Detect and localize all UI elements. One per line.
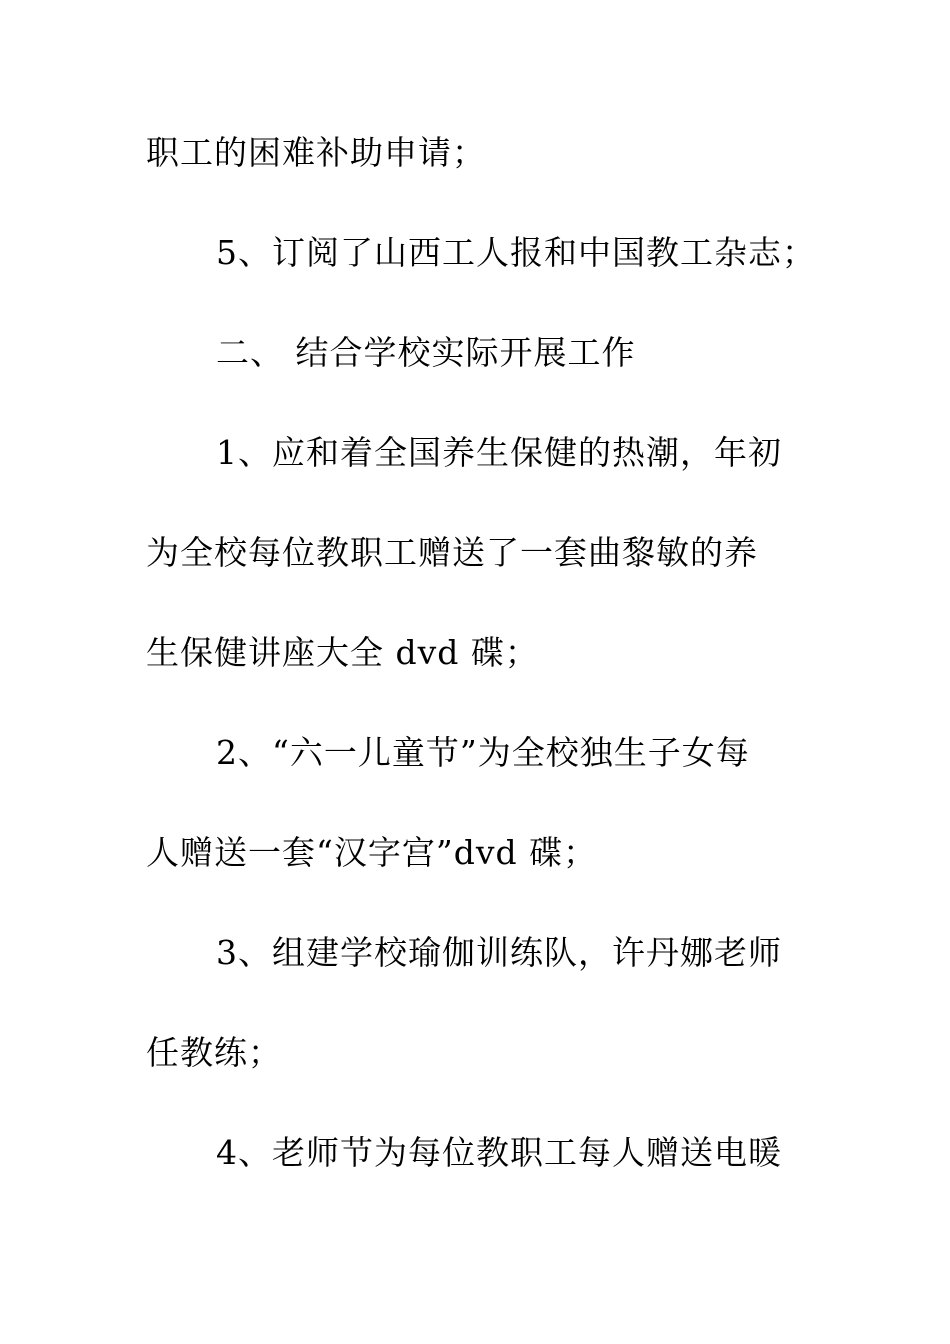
text-line-10: 任教练； bbox=[146, 1033, 282, 1072]
text-line-8: 人赠送一套“汉字宫”dvd 碟； bbox=[146, 833, 598, 872]
text-line-4: 1、应和着全国养生保健的热潮，年初 bbox=[216, 433, 782, 472]
text-line-5: 为全校每位教职工赠送了一套曲黎敏的养 bbox=[146, 533, 758, 572]
text-line-2: 5、订阅了山西工人报和中国教工杂志； bbox=[216, 233, 816, 272]
text-line-11: 4、老师节为每位教职工每人赠送电暖 bbox=[216, 1133, 782, 1172]
text-line-9: 3、组建学校瑜伽训练队，许丹娜老师 bbox=[216, 933, 782, 972]
text-line-7: 2、“六一儿童节”为全校独生子女每 bbox=[216, 733, 750, 772]
text-line-6: 生保健讲座大全 dvd 碟； bbox=[146, 633, 539, 672]
text-line-1: 职工的困难补助申请； bbox=[146, 133, 486, 172]
section-heading: 二、 结合学校实际开展工作 bbox=[216, 333, 636, 372]
